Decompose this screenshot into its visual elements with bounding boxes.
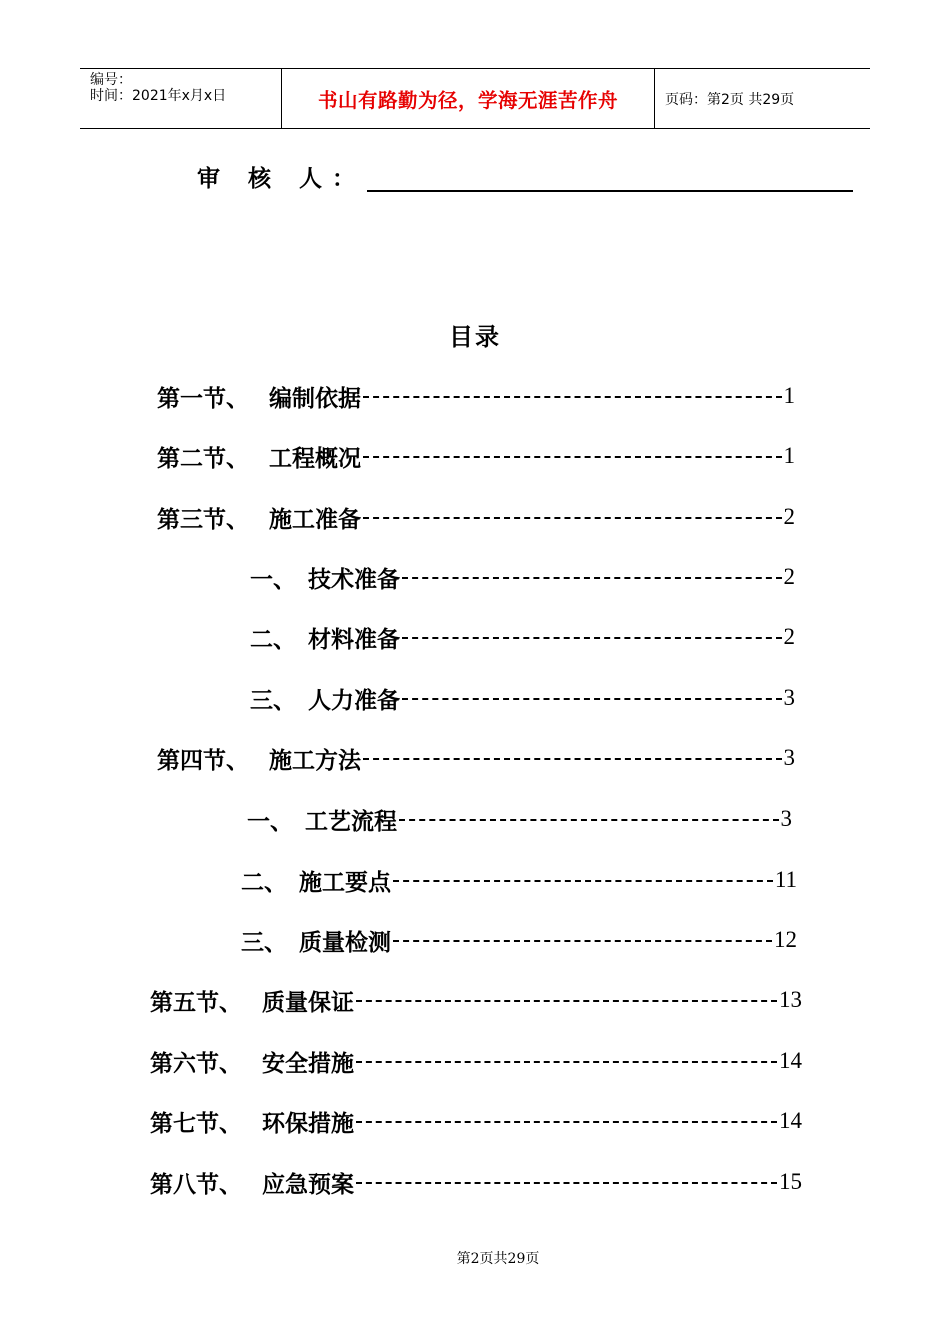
- toc-leader: [393, 880, 773, 882]
- toc-item-number: 第三节、: [157, 506, 249, 533]
- toc-leader: [363, 517, 782, 519]
- reviewer-signature-field: [367, 190, 853, 192]
- toc-item-label: 环保措施: [262, 1110, 354, 1137]
- toc-leader: [363, 758, 782, 760]
- toc-leader: [402, 577, 782, 579]
- toc-item-label: 工程概况: [269, 445, 361, 472]
- toc-item-label: 技术准备: [308, 566, 400, 593]
- header-page-info: 页码：第2页 共29页: [665, 91, 795, 108]
- toc-item-number: 二、: [241, 869, 287, 896]
- toc-item-label: 施工准备: [269, 506, 361, 533]
- toc-title: 目录: [449, 323, 501, 351]
- toc-item: [150, 1044, 802, 1078]
- toc-item-number: 第一节、: [157, 385, 249, 412]
- page-header: [80, 68, 870, 129]
- toc-item: [241, 923, 797, 957]
- toc-item: [250, 681, 795, 715]
- toc-item-number: 二、: [250, 626, 296, 653]
- toc-leader: [363, 456, 782, 458]
- toc-item-page: 1: [783, 383, 795, 408]
- toc-item-page: 15: [779, 1169, 802, 1194]
- header-motto: 书山有路勤为径，学海无涯苦作舟: [317, 88, 618, 112]
- header-page-cell: [655, 69, 870, 128]
- toc-item-number: 一、: [250, 566, 296, 593]
- toc-item-page: 14: [779, 1108, 802, 1133]
- toc-leader: [393, 940, 772, 942]
- toc-leader: [356, 1121, 777, 1123]
- toc-leader: [402, 637, 782, 639]
- toc-item-number: 三、: [241, 929, 287, 956]
- document-date: 时间：2021年x月x日: [90, 88, 227, 104]
- toc-item-label: 工艺流程: [305, 808, 397, 835]
- toc-item-label: 质量保证: [262, 989, 354, 1016]
- toc-item-number: 一、: [247, 808, 293, 835]
- toc-item-label: 质量检测: [299, 929, 391, 956]
- toc-item-number: 第四节、: [157, 747, 249, 774]
- toc-item-number: 第八节、: [150, 1171, 242, 1198]
- toc-item: [157, 379, 795, 413]
- toc-item-number: 第二节、: [157, 445, 249, 472]
- toc-item-label: 材料准备: [308, 626, 400, 653]
- toc-item-label: 安全措施: [262, 1050, 354, 1077]
- toc-leader: [399, 819, 779, 821]
- toc-item: [150, 1165, 802, 1199]
- toc-item-page: 2: [783, 624, 795, 649]
- reviewer-line: [197, 162, 853, 196]
- toc-item: [150, 983, 802, 1017]
- toc-item-page: 3: [783, 685, 795, 710]
- toc-leader: [356, 1061, 777, 1063]
- page-footer: 第2页共29页: [456, 1251, 540, 1267]
- toc-item-label: 编制依据: [269, 385, 361, 412]
- toc-item-page: 3: [780, 806, 792, 831]
- toc-leader: [356, 1000, 777, 1002]
- toc-item-number: 三、: [250, 687, 296, 714]
- toc-item: [150, 1104, 802, 1138]
- toc-item-page: 11: [774, 867, 797, 892]
- toc-leader: [402, 698, 782, 700]
- toc-item-label: 人力准备: [308, 687, 400, 714]
- toc-item: [250, 560, 795, 594]
- toc-leader: [356, 1182, 777, 1184]
- toc-item-label: 施工方法: [269, 747, 361, 774]
- toc-item: [241, 863, 797, 897]
- toc-item-page: 13: [779, 987, 802, 1012]
- toc-item-number: 第五节、: [150, 989, 242, 1016]
- toc-item-number: 第六节、: [150, 1050, 242, 1077]
- toc-leader: [363, 396, 782, 398]
- toc-item-page: 2: [783, 564, 795, 589]
- toc-item-page: 1: [783, 443, 795, 468]
- document-number-label: 编号：: [90, 72, 132, 88]
- toc-item: [250, 620, 795, 654]
- toc-item: [157, 500, 795, 534]
- toc-item: [157, 741, 795, 775]
- reviewer-label: 审 核 人：: [197, 166, 366, 192]
- toc-item-label: 应急预案: [262, 1171, 354, 1198]
- toc-item: [247, 802, 792, 836]
- toc-item: [157, 439, 795, 473]
- toc-item-page: 2: [783, 504, 795, 529]
- toc-item-label: 施工要点: [299, 869, 391, 896]
- toc-item-page: 3: [783, 745, 795, 770]
- toc-item-page: 14: [779, 1048, 802, 1073]
- header-motto-cell: [282, 69, 655, 128]
- header-meta-cell: [80, 69, 282, 128]
- toc-item-page: 12: [774, 927, 797, 952]
- toc-item-number: 第七节、: [150, 1110, 242, 1137]
